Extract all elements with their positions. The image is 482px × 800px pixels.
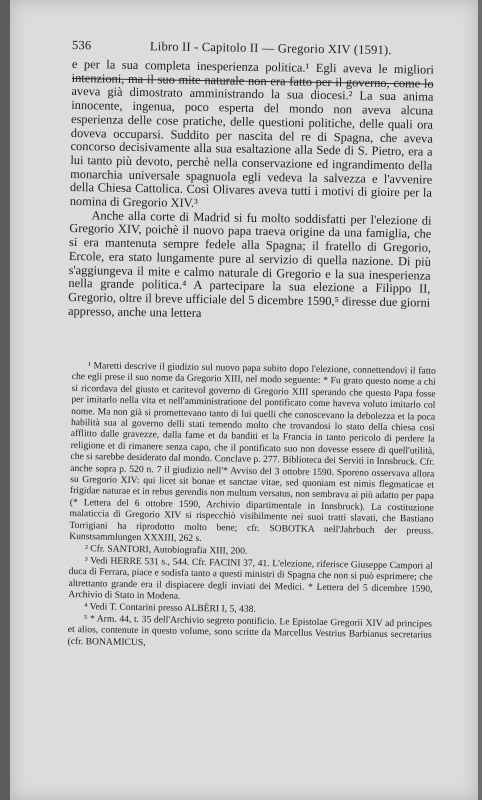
body-paragraph: e per la sua completa inesperienza politica.¹ Egli aveva le migliori intenzioni, ma il suo mite naturale non era fatto per il governo, come lo aveva già dimostrato amministrando la sua diocesi.² La sua anima innocente, ingenua, poco esperta del mondo non aveva alcuna esperienza delle cose pratiche, delle questioni politiche, delle quali ora doveva occuparsi. Suddito per nascita del re di Spagna, che aveva concorso decisivamente alla sua esaltazione alla Sede di S. Pietro, era a lui tanto più devoto, perchè nella conservazione ed ingrandimento della monarchia universale spagnuola egli vedeva la salvezza e l'avvenire della Chiesa Cattolica. Così Olivares aveva tutti i motivi di gioire per la nomina di Gregorio XIV.³ [69,57,434,211]
scan-right-edge [478,0,482,800]
scan-left-edge [0,0,10,800]
running-title: Libro II - Capitolo II — Gregorio XIV (1591). [149,39,392,58]
body-paragraph: Anche alla corte di Madrid si fu molto soddisfatti per l'elezione di Gregorio XIV, poichè il nuovo papa traeva origine da una famiglia, che si era mantenuta sempre fedele alla Spagna; il fratello di Gregorio, Ercole, era stato lungamente pure al servizio di quella nazione. Di più s'aggiungeva il mite e calmo naturale di Gregorio e la sua inesperienza nella grande politica.⁴ A partecipare la sua elezione a Filippo II, Gregorio, oltre il breve ufficiale del 5 dicembre 1590,⁵ diresse due giorni appresso, anche una lettera [67,208,432,320]
page-number: 536 [71,38,92,53]
footnotes [67,360,435,653]
book-page [10,0,478,800]
running-header [72,38,412,58]
footnote-2: ² Cfr. SANTORI, Autobiografia XIII, 200. [84,543,248,557]
footnote-3: ³ Vedi HERRE 531 s., 544. Cfr. FACINI 37, 41. L'elezione, riferisce Giuseppe Campori al duca di Ferrara, piace e sodisfa tanto a questi ministri di Spagna che non si può esprimere; che altrettanto grande era il dispiacere degli inviati dei Medici. * Lettera del 5 dicembre 1590, Archivio di Stato in Modena. [68,555,433,602]
footnote-4: ⁴ Vedi T. Contarini presso ALBÈRI I, 5, 438. [84,601,256,615]
footnote-5: ⁵ * Arm. 44, t. 35 dell'Archivio segreto pontificio. Le Epistolae Gregorii XIV ad principes et alios, contenute in questo volume, sono scritte da Marcellus Vestrius Barbianus secretarius (cfr. BONAMICUS, [67,613,432,648]
main-text [68,58,434,324]
footnote-1: ¹ Maretti descrive il giudizio sul nuovo papa subito dopo l'elezione, connettendovi il fatto che egli prese il suo nome da Gregorio XIII, nel modo seguente: * Fu grato questo nome a chi si ricordava del giusto et caritevol governo di Gregorio XIII sperando che questo Papa fosse per imitarlo nella vita et nell'amministratione del pontificato come haveva voluto imitarlo col nome. Ma non già si promettevano tanto di lui quelli che conoscevano la debolezza et la poca habilità sua al governo delli stati temendo molto che trovandosi lo stato della chiesa così afflitto dalle gravezze, dalla fame et da banditi et la Francia in tanto pericolo di perdere la religione et di rimanere senza capo, che il pontificato suo non dovesse essere di quell'utilità, che si sarebbe desiderato dal mondo. Conclave p. 277. Biblioteca dei Serviti in Innsbruck. Cfr. anche sopra p. 520 n. 7 il giudizio nell'* Avviso del 3 ottobre 1590. Sporeno osservava allora su Gregorio XIV: qui licet sit bonae et sanctae vitae, sed quoniam est nimis flegmaticae et frigidae naturae et in rebus gerendis non multum versatus, non sembrava ai più adatto per papa (* Lettera del 6 ottobre 1590, Archivio dipartimentale in Innsbruck). La costituzione malaticcia di Gregorio XIV si rispecchiò visibilmente nei suoi tratti slavati, che Bastiano Torrigiani ha riprodotto molto bene; cfr. SOBOTKA nell'Jahrbuch der preuss. Kunstsammlungen XXXIII, 262 s. [69,360,436,545]
